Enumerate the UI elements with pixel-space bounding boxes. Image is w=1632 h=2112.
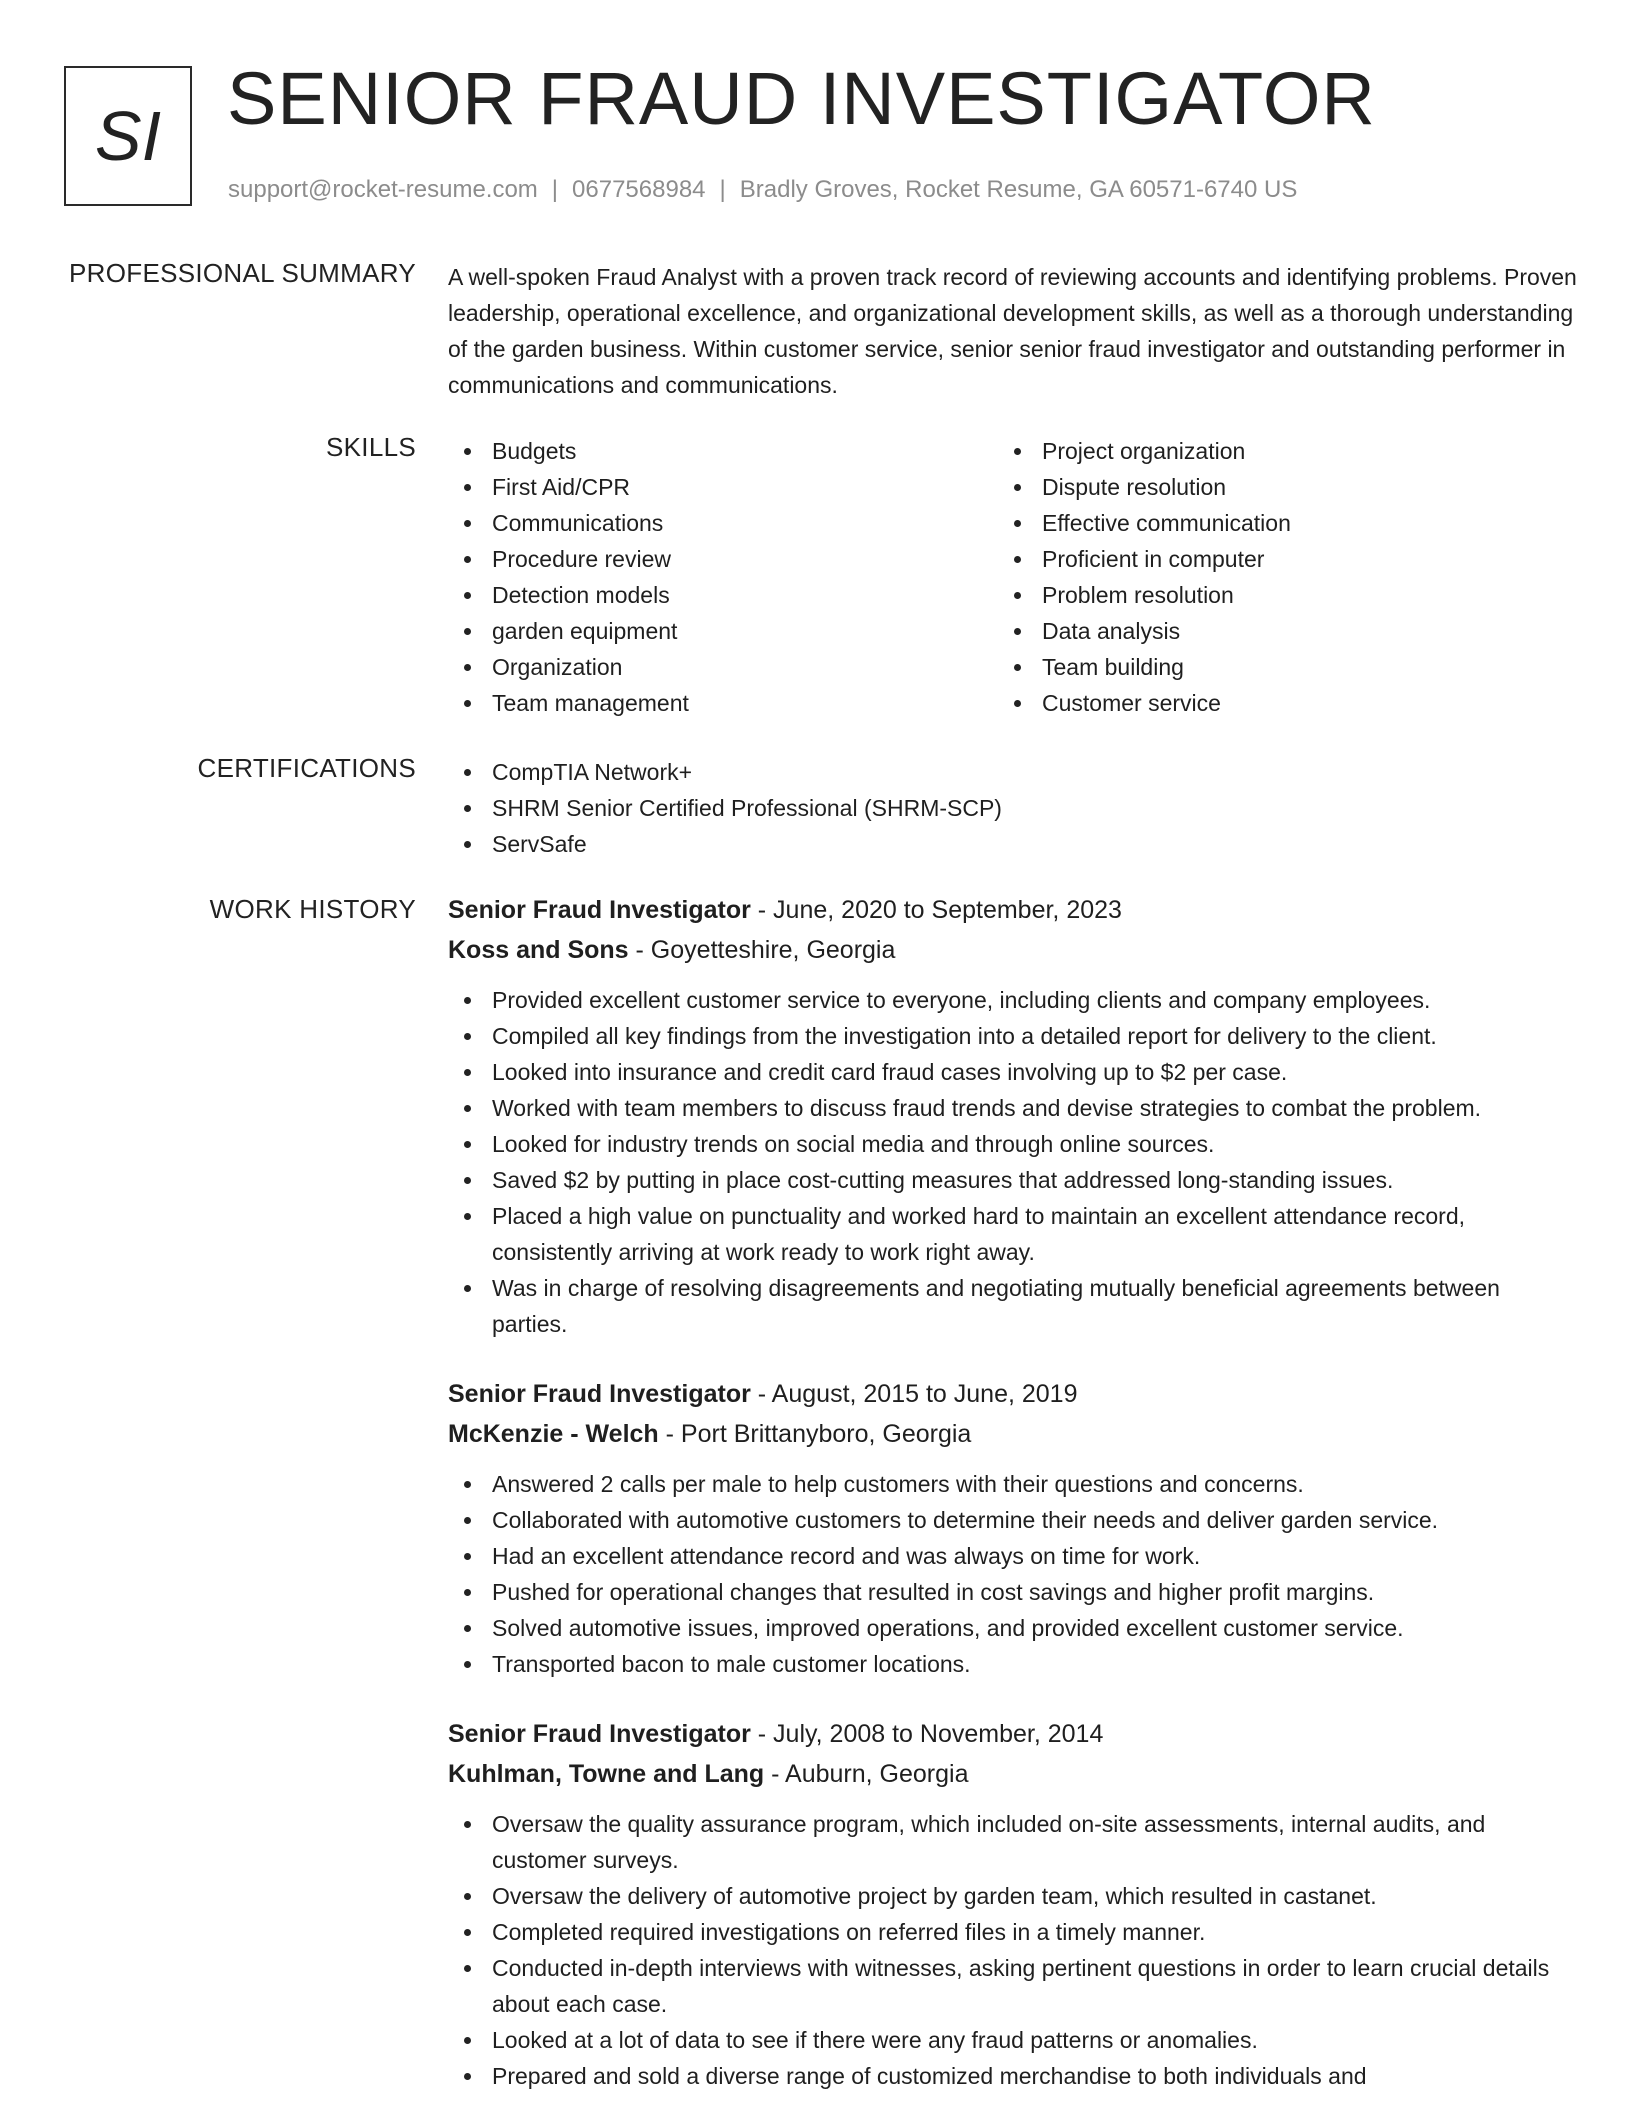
list-item: garden equipment [448, 613, 998, 649]
job-bullets [448, 1806, 1578, 2094]
list-item: Collaborated with automotive customers to determine their needs and deliver garden service. [448, 1502, 1578, 1538]
list-item: Problem resolution [998, 577, 1548, 613]
job-title: Senior Fraud Investigator [448, 1380, 751, 1408]
page-title: SENIOR FRAUD INVESTIGATOR [227, 57, 1376, 140]
list-item: Provided excellent customer service to everyone, including clients and company employees. [448, 982, 1578, 1018]
contact-separator: | [551, 176, 559, 203]
job-company: McKenzie - Welch [448, 1420, 659, 1448]
list-item: Looked for industry trends on social media and through online sources. [448, 1126, 1578, 1162]
job-dates: - June, 2020 to September, 2023 [750, 896, 1122, 924]
job-company-line [448, 1414, 1578, 1454]
list-item: Solved automotive issues, improved operations, and provided excellent customer service. [448, 1610, 1578, 1646]
list-item: Organization [448, 649, 998, 685]
list-item: Project organization [998, 433, 1548, 469]
work-history-heading: WORK HISTORY [209, 894, 416, 924]
list-item: SHRM Senior Certified Professional (SHRM-SCP) [448, 790, 1578, 826]
monogram-logo: SI [64, 66, 192, 206]
job-company-line [448, 1754, 1578, 1794]
job-location: - Port Brittanyboro, Georgia [658, 1420, 972, 1448]
list-item: Had an excellent attendance record and was always on time for work. [448, 1538, 1578, 1574]
list-item: Oversaw the delivery of automotive project by garden team, which resulted in castanet. [448, 1878, 1578, 1914]
list-item: Team management [448, 685, 998, 721]
list-item: ServSafe [448, 826, 1578, 862]
work-history-body [448, 890, 1578, 2094]
list-item: Conducted in-depth interviews with witnesses, asking pertinent questions in order to learn crucial details about each case. [448, 1950, 1578, 2022]
list-item: Transported bacon to male customer locations. [448, 1646, 1578, 1682]
list-item: Proficient in computer [998, 541, 1548, 577]
job-title-line [448, 1714, 1578, 1754]
list-item: Looked into insurance and credit card fraud cases involving up to $2 per case. [448, 1054, 1578, 1090]
contact-address: Bradly Groves, Rocket Resume, GA 60571-6740 US [739, 176, 1298, 203]
contact-line [228, 176, 1297, 204]
job-company-line [448, 930, 1578, 970]
job-title: Senior Fraud Investigator [448, 1720, 751, 1748]
job-company: Koss and Sons [448, 936, 629, 964]
job-location: - Goyetteshire, Georgia [628, 936, 896, 964]
job-title-line [448, 890, 1578, 930]
job-dates: - July, 2008 to November, 2014 [750, 1720, 1104, 1748]
job-dates: - August, 2015 to June, 2019 [750, 1380, 1078, 1408]
list-item: Detection models [448, 577, 998, 613]
list-item: Worked with team members to discuss fraud trends and devise strategies to combat the problem. [448, 1090, 1578, 1126]
list-item: Saved $2 by putting in place cost-cutting measures that addressed long-standing issues. [448, 1162, 1578, 1198]
list-item: First Aid/CPR [448, 469, 998, 505]
contact-email: support@rocket-resume.com [228, 176, 538, 203]
list-item: Budgets [448, 433, 998, 469]
list-item: Placed a high value on punctuality and worked hard to maintain an excellent attendance record, consistently arriving at work ready to work right away. [448, 1198, 1578, 1270]
job-entry [448, 890, 1578, 1342]
skills-list-left [448, 433, 998, 721]
certifications-list [448, 754, 1578, 862]
list-item: Procedure review [448, 541, 998, 577]
list-item: Was in charge of resolving disagreements and negotiating mutually beneficial agreements between parties. [448, 1270, 1578, 1342]
list-item: Looked at a lot of data to see if there were any fraud patterns or anomalies. [448, 2022, 1578, 2058]
list-item: Team building [998, 649, 1548, 685]
certifications-heading: CERTIFICATIONS [197, 753, 416, 783]
list-item: Compiled all key findings from the investigation into a detailed report for delivery to the client. [448, 1018, 1578, 1054]
list-item: Prepared and sold a diverse range of customized merchandise to both individuals and [448, 2058, 1578, 2094]
list-item: CompTIA Network+ [448, 754, 1578, 790]
contact-phone: 0677568984 [572, 176, 706, 203]
skills-grid [448, 433, 1578, 721]
job-title: Senior Fraud Investigator [448, 896, 751, 924]
list-item: Customer service [998, 685, 1548, 721]
list-item: Effective communication [998, 505, 1548, 541]
list-item: Communications [448, 505, 998, 541]
summary-heading: PROFESSIONAL SUMMARY [69, 258, 416, 288]
job-location: - Auburn, Georgia [764, 1760, 969, 1788]
list-item: Pushed for operational changes that resulted in cost savings and higher profit margins. [448, 1574, 1578, 1610]
job-entry [448, 1374, 1578, 1682]
job-entry [448, 1714, 1578, 2094]
summary-body [448, 259, 1578, 403]
skills-body [448, 433, 1578, 721]
skills-heading: SKILLS [326, 432, 416, 462]
list-item: Answered 2 calls per male to help customers with their questions and concerns. [448, 1466, 1578, 1502]
certifications-body [448, 754, 1578, 862]
contact-separator: | [719, 176, 726, 203]
summary-text: A well-spoken Fraud Analyst with a proven track record of reviewing accounts and identifying problems. Proven leadership, operational excellence, and organizational development skills, as well as a thorough understanding of the garden business. Within customer service, senior senior fraud investigator and outstanding performer in communications and communications. [448, 264, 1577, 398]
job-title-line [448, 1374, 1578, 1414]
skills-list-right [998, 433, 1548, 721]
list-item: Oversaw the quality assurance program, which included on-site assessments, internal audits, and customer surveys. [448, 1806, 1578, 1878]
list-item: Dispute resolution [998, 469, 1548, 505]
job-bullets [448, 982, 1578, 1342]
list-item: Data analysis [998, 613, 1548, 649]
job-bullets [448, 1466, 1578, 1682]
list-item: Completed required investigations on referred files in a timely manner. [448, 1914, 1578, 1950]
job-company: Kuhlman, Towne and Lang [448, 1760, 765, 1788]
